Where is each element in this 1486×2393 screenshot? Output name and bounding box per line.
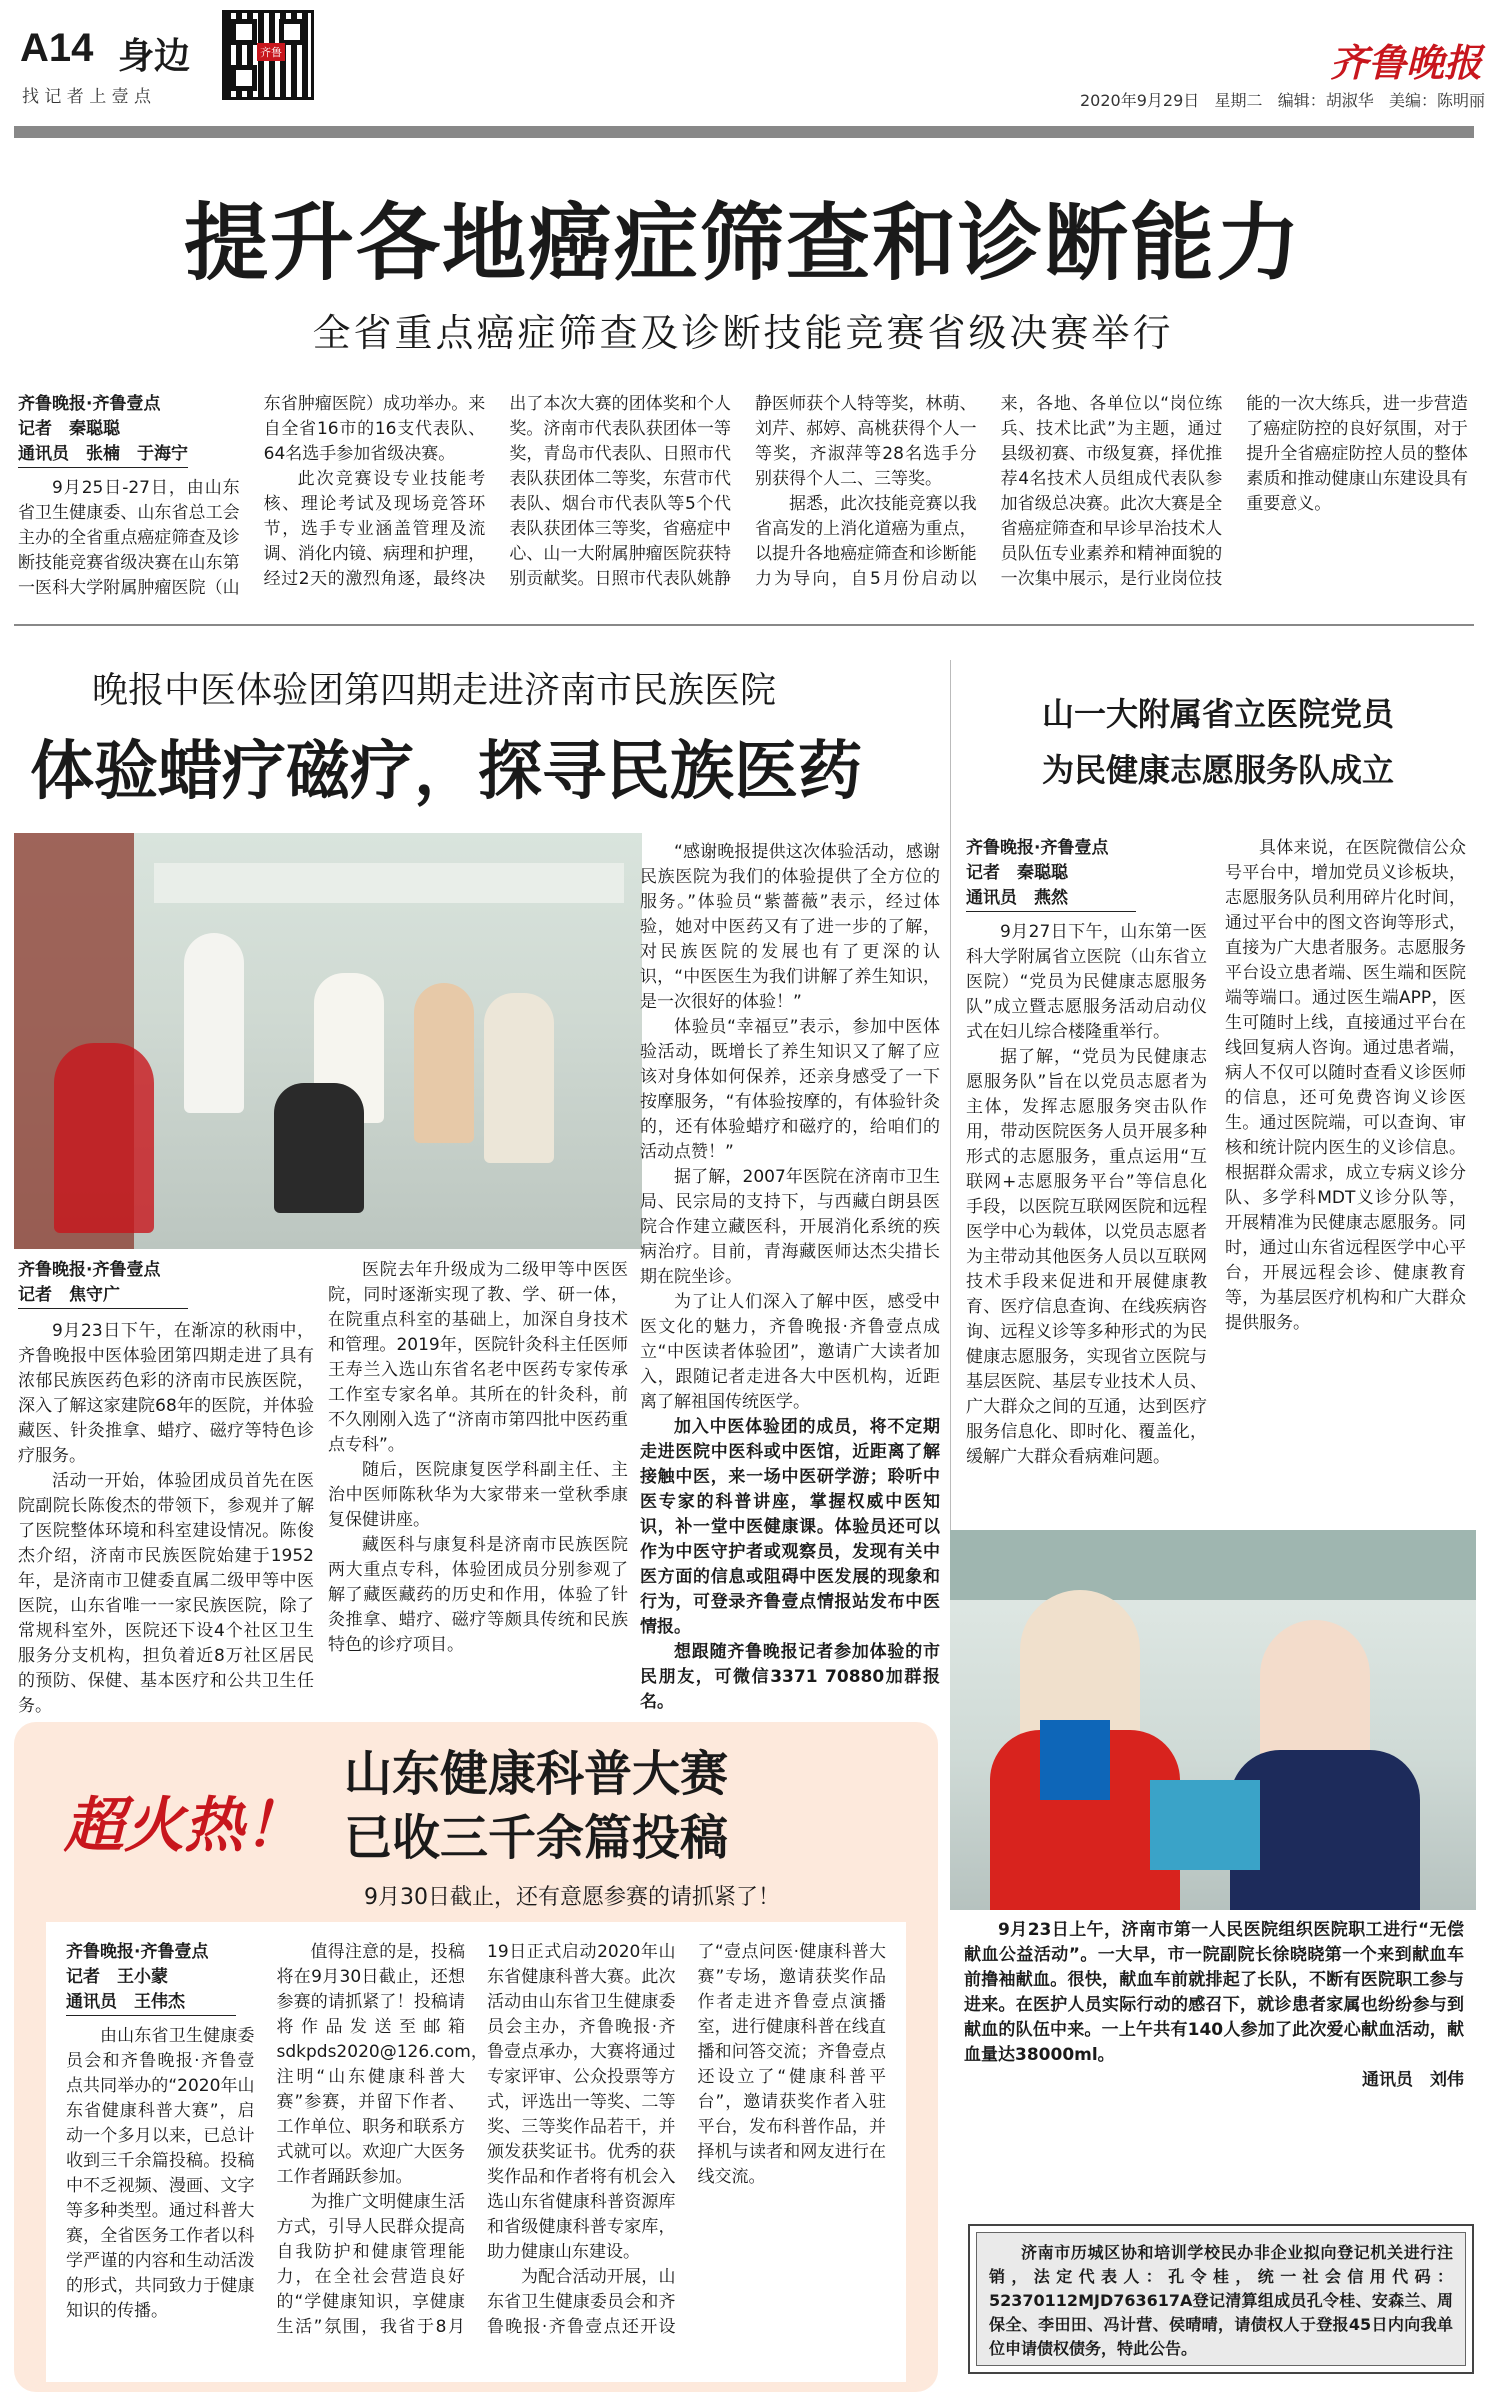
story2-photo [14,833,642,1249]
story4-para: 为推广文明健康生活方式，引导人民群众提高自我防护和健康管理能力，在全社会营造良好的“学健康知识，享健康生活”氛围，我省于8月19日正式启动2020年山东省健康科普大赛。此次活动由山东省卫生健康委员会主办，齐鲁晚报·齐鲁壹点承办，大赛将通过专家评审、公众投票等方式，评选出一等奖、二等奖、三等奖作品若干，并颁发获奖证书。优秀的获奖作品和作者将有机会入选山东省健康科普资源库和省级健康科普专家库，助力健康山东建设。 [276,1942,676,2337]
byline-agency: 齐鲁晚报·齐鲁壹点 [66,1942,209,1962]
byline-agency: 齐鲁晚报·齐鲁壹点 [966,838,1109,858]
photo-caption [964,1918,1464,2093]
story2-col2 [328,1258,628,1698]
legal-notice [968,2224,1474,2374]
byline-reporter: 记者 焦守广 [18,1283,188,1309]
story4-para: 由山东省卫生健康委员会和齐鲁晚报·齐鲁壹点共同举办的“2020年山东省健康科普大赛”，启动一个多月以来，已总计收到三千余篇投稿。投稿中不乏视频、漫画、文字等多种类型。通过科普大赛，全省医务工作者以科学严谨的内容和生动活泼的形式，共同致力于健康知识的传播。 [66,2026,255,2321]
story2-para: “感谢晚报提供这次体验活动，感谢民族医院为我们的体验提供了全方位的服务。”体验员“紫薔薇”表示，经过体验，她对中医药又有了进一步的了解，对民族医院的发展也有了更深的认识，“中医医生为我们讲解了养生知识，是一次很好的体验！” [640,842,940,1012]
masthead-slogan: 找 记 者 上 壹 点 [22,87,152,107]
story2-para: 活动一开始，体验团成员首先在医院副院长陈俊杰的带领下，参观并了解了医院整体环境和科室建设情况。陈俊杰介绍，济南市民族医院始建于1952年，是济南市卫健委直属二级甲等中医医院，山东省唯一一家民族医院，除了常规科室外，医院还下设4个社区卫生服务分支机构，担负着近8万社区居民的预防、保健、基本医疗和公共卫生任务。 [18,1471,314,1716]
story2-para: 9月23日下午，在渐凉的秋雨中，齐鲁晚报中医体验团第四期走进了具有浓郁民族医药色彩的济南市民族医院，深入了解这家建院68年的医院，并体验藏医、针灸推拿、蜡疗、磁疗等特色诊疗服务。 [18,1321,314,1466]
story2-para: 体验员“幸福豆”表示，参加中医体验活动，既增长了养生知识又了解了应该对身体如何保养，还亲身感受了一下按摩服务，“有体验按摩的，有体验针灸的，还有体验蜡疗和磁疗的，给咱们的活动点赞！” [640,1017,940,1162]
story4-para: 为配合活动开展，山东省卫生健康委员会和齐鲁晚报·齐鲁壹点还开设了“壹点问医·健康科普大赛”专场，邀请获奖作品作者走进齐鲁壹点演播室，进行健康科普在线直播和问答交流；齐鲁壹点还设立了“健康科普平台”，邀请获奖作者入驻平台，发布科普作品，并择机与读者和网友进行在线交流。 [487,1942,886,2337]
story2-headline: 体验蜡疗磁疗，探寻民族医药 [30,735,862,809]
story2-col3 [640,840,940,1712]
section-name: 身边 [118,36,191,77]
story1-subhead: 全省重点癌症筛查及诊断技能竞赛省级决赛举行 [312,311,1174,355]
story4-byline [66,1940,255,2016]
blood-donation-photo [950,1530,1476,1910]
story3-para: 具体来说，在医院微信公众号平台中，增加党员义诊板块，志愿服务队员利用碎片化时间，通过平台中的图文咨询等形式，直接为广大患者服务。志愿服务平台设立患者端、医生端和医院端等端口。通过医生端APP，医生可随时上线，直接通过平台在线回复病人咨询。通过患者端，病人不仅可以随时查看义诊医师的信息，还可免费咨询义诊医生。通过医院端，可以查询、审核和统计院内医生的义诊信息。根据群众需求，成立专病义诊分队、多学科MDT义诊分队等，开展精准为民健康志愿服务。同时，通过山东省远程医学中心平台，开展远程会诊、健康教育等，为基层医疗机构和广大群众提供服务。 [1225,838,1466,1333]
story4-headline-line2: 已收三千余篇投稿 [344,1810,729,1866]
paper-logo: 齐鲁晚报 [1330,40,1483,85]
story1-para: 此次竞赛设专业技能考核、理论考试及现场竞答环节，选手专业涵盖管理及流调、消化内镜、病理和护理，经过2天的激烈角逐，最终决出了本次大赛的团体奖和个人奖。济南市代表队获团体一等奖，青岛市代表队、日照市代表队获团体二等奖，东营市代表队、烟台市代表队等5个代表队获团体三等奖，省癌症中心、山一大附属肿瘤医院获特别贡献奖。日照市代表队姚静静医师获个人特等奖，林萌、刘芹、郝婷、高桃获得个人一等奖，齐淑萍等28名选手分别获得个人二、三等奖。 [263,394,977,589]
story4-body [46,1922,906,2382]
qr-caption: 齐鲁 [257,43,285,61]
story4-para: 值得注意的是，投稿将在9月30日截止，还想参赛的请抓紧了！投稿请将作品发送至邮箱sdkpds2020@126.com，注明“山东健康科普大赛”参赛，并留下作者、工作单位、职务和联系方式就可以。欢迎广大医务工作者踊跃参加。 [276,1942,488,2187]
story3-headline [962,686,1474,798]
story2-byline [18,1258,314,1309]
byline-correspondent: 通讯员 张楠 于海宁 [18,442,188,468]
date-line: 2020年9月29日 星期二 编辑：胡淑华 美编：陈明丽 [1080,91,1486,110]
byline-agency: 齐鲁晚报·齐鲁壹点 [18,394,161,414]
byline-reporter: 记者 秦聪聪 [966,863,1068,883]
story2-para: 随后，医院康复医学科副主任、主治中医师陈秋华为大家带来一堂秋季康复保健讲座。 [328,1460,628,1530]
story3-headline-line1: 山一大附属省立医院党员 [1041,695,1394,733]
story2-para: 医院去年升级成为二级甲等中医医院，同时逐渐实现了教、学、研一体，在院重点科室的基础上，加深自身技术和管理。2019年，医院针灸科主任医师王寿兰入选山东省名老中医药专家传承工作室专家名单。其所在的针灸科，前不久刚刚入选了“济南市第四批中医药重点专科”。 [328,1260,628,1455]
byline-agency: 齐鲁晚报·齐鲁壹点 [18,1260,161,1280]
byline-reporter: 记者 王小蒙 [66,1967,168,1987]
byline-correspondent: 通讯员 燕然 [966,886,1136,912]
story3-headline-line2: 为民健康志愿服务队成立 [1041,751,1394,789]
photo-credit: 通讯员 刘伟 [1362,2070,1464,2090]
byline-reporter: 记者 秦聪聪 [18,419,120,439]
story4-subhead: 9月30日截止，还有意愿参赛的请抓紧了！ [364,1885,780,1910]
divider [14,624,1474,626]
story2-para: 为了让人们深入了解中医，感受中医文化的魅力，齐鲁晚报·齐鲁壹点成立“中医读者体验团”，邀请广大读者加入，跟随记者走进各大中医机构，近距离了解祖国传统医学。 [640,1292,940,1412]
byline-correspondent: 通讯员 王伟杰 [66,1990,236,2016]
story3-para: 9月27日下午，山东第一医科大学附属省立医院（山东省立医院）“党员为民健康志愿服务队”成立暨志愿服务活动启动仪式在妇儿综合楼隆重举行。 [966,922,1207,1042]
story1-body [18,392,1468,607]
story4-headline [344,1742,728,1870]
story3-para: 据了解，“党员为民健康志愿服务队”旨在以党员志愿者为主体，发挥志愿服务突击队作用，带动医院医务人员开展多种形式的志愿服务，重点运用“互联网+志愿服务平台”等信息化手段，以医院互联网医院和远程医学中心为载体，以党员志愿者为主带动其他医务人员以互联网技术手段来促进和开展健康教育、医疗信息查询、在线疾病咨询、远程义诊等多种形式的为民健康志愿服务，实现省立医院与基层医院、基层专业技术人员、广大群众之间的互通，达到医疗服务信息化、即时化、覆盖化，缓解广大群众看病难问题。 [966,1047,1207,1467]
story3-body [966,836,1466,1476]
science-contest-box [14,1722,938,2392]
story2-para: 藏医科与康复科是济南市民族医院两大重点专科，体验团成员分别参观了解了藏医藏药的历史和作用，体验了针灸推拿、蜡疗、磁疗等颇具传统和民族特色的诊疗项目。 [328,1535,628,1655]
story1-para: 9月25日-27日，由山东省卫生健康委、山东省总工会主办的全省重点癌症筛查及诊断技能竞赛省级决赛在山东第一医科大学附属肿瘤医院（山东省肿瘤医院）成功举办。来自全省16市的16支代表队、64名选手参加省级决赛。 [18,394,486,598]
story2-bold-para: 加入中医体验团的成员，将不定期走进医院中医科或中医馆，近距离了解接触中医，来一场中医研学游；聆听中医专家的科普讲座，掌握权威中医知识，补一堂中医健康课。体验员还可以作为中医守护者或观察员，发现有关中医方面的信息或阻碍中医发展的现象和行为，可登录齐鲁壹点情报站发布中医情报。 [640,1417,940,1637]
masthead-rule [14,126,1474,138]
legal-notice-text: 济南市历城区协和培训学校民办非企业拟向登记机关进行注销，法定代表人：孔令桂，统一社会信用代码：52370112MJD763617A登记清算组成员孔令桂、安森兰、周保全、李田田、冯计营、侯晴晴，请债权人于登报45日内向我单位申请债权债务，特此公告。 [989,2243,1453,2358]
story4-headline-line1: 山东健康科普大赛 [344,1746,729,1802]
page-number: A14 [20,26,94,70]
story1-para: 据悉，此次技能竞赛以我省高发的上消化道癌为重点，以提升各地癌症筛查和诊断能力为导向，自5月份启动以来，各地、各单位以“岗位练兵、技术比武”为主题，通过县级初赛、市级复赛，择优推荐4名技术人员组成代表队参加省级总决赛。此次大赛是全省癌症筛查和早诊早治技术人员队伍专业素养和精神面貌的一次集中展示，是行业岗位技能的一次大练兵，进一步营造了癌症防控的良好氛围，对于提升全省癌症防控人员的整体素质和推动健康山东建设具有重要意义。 [754,394,1468,589]
hot-tag: 超火热！ [64,1791,304,1861]
story3-byline [966,836,1207,912]
story1-headline: 提升各地癌症筛查和诊断能力 [183,194,1302,292]
photo-caption-text: 9月23日上午，济南市第一人民医院组织医院职工进行“无偿献血公益活动”。一大早，市一院副院长徐晓晓第一个来到献血车前撸袖献血。很快，献血车前就排起了长队，不断有医院职工参与进来。在医护人员实际行动的感召下，就诊患者家属也纷纷参与到献血的队伍中来。一上午共有140人参加了此次爱心献血活动，献血量达38000ml。 [964,1920,1464,2065]
story2-col1 [18,1258,314,1716]
qr-code-icon [222,10,314,100]
masthead [0,0,1486,140]
story2-closing: 想跟随齐鲁晚报记者参加体验的市民朋友，可微信3371 70880加群报名。 [640,1642,940,1712]
story1-byline [18,392,240,468]
story2-para: 据了解，2007年医院在济南市卫生局、民宗局的支持下，与西藏白朗县医院合作建立藏医科，开展消化系统的疾病治疗。目前，青海藏医师达杰尖措长期在院坐诊。 [640,1167,940,1287]
story2-kicker: 晚报中医体验团第四期走进济南市民族医院 [92,670,777,711]
